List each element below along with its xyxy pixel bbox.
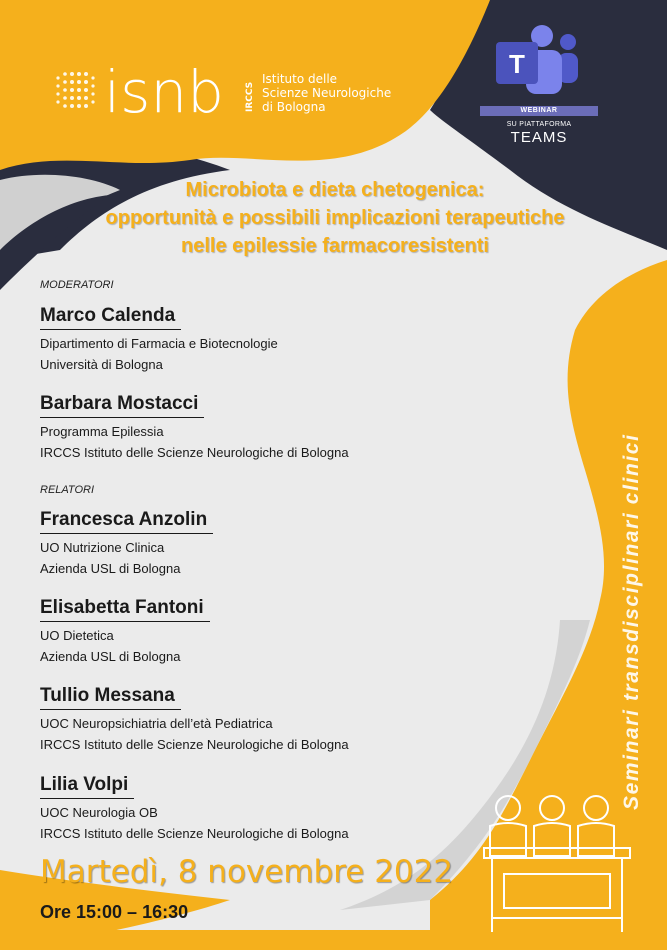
affiliation-line: Dipartimento di Farmacia e Biotecnologie (40, 336, 278, 351)
affiliation-line: UOC Neuropsichiatria dell’età Pediatrica (40, 716, 273, 731)
affiliation-line: IRCCS Istituto delle Scienze Neurologiche di Bologna (40, 445, 349, 460)
webinar-label: WEBINAR (480, 106, 598, 116)
person-name: Tullio Messana (40, 685, 181, 710)
isnb-logo (56, 32, 256, 122)
moderators-heading: MODERATORI (40, 279, 114, 291)
speakers-heading: RELATORI (40, 484, 94, 496)
affiliation-line: UO Nutrizione Clinica (40, 540, 165, 555)
series-title: Seminari transdisciplinari clinici (620, 433, 643, 810)
teams-webinar-badge (480, 22, 600, 152)
person-affiliation (40, 421, 349, 463)
affiliation-line: Programma Epilessia (40, 424, 164, 439)
person-name: Francesca Anzolin (40, 509, 213, 534)
event-time: Ore 15:00 – 16:30 (40, 902, 189, 922)
institute-name: Istituto delle Scienze Neurologiche di Bologna (262, 72, 392, 114)
person-name: Elisabetta Fantoni (40, 597, 210, 622)
person-affiliation (40, 537, 180, 579)
platform-name: TEAMS (510, 129, 568, 146)
affiliation-line: UOC Neurologia OB (40, 805, 158, 820)
event-title (40, 176, 630, 260)
affiliation-line: Università di Bologna (40, 357, 163, 372)
event-date: Martedì, 8 novembre 2022 (40, 854, 454, 890)
affiliation-line: UO Dietetica (40, 628, 114, 643)
person-name: Barbara Mostacci (40, 393, 204, 418)
person-name: Marco Calenda (40, 305, 181, 330)
title-line-3: nelle epilessie farmacoresistenti (181, 235, 489, 257)
affiliation-line: IRCCS Istituto delle Scienze Neurologiche di Bologna (40, 737, 349, 752)
teams-icon (480, 22, 600, 106)
svg-text:isnb: isnb (104, 58, 224, 122)
platform-prefix: SU PIATTAFORMA (506, 121, 572, 128)
title-line-2: opportunità e possibili implicazioni terapeutiche (105, 207, 565, 229)
svg-text:T: T (509, 49, 525, 79)
person-affiliation (40, 713, 349, 755)
affiliation-line: IRCCS Istituto delle Scienze Neurologiche di Bologna (40, 826, 349, 841)
svg-text:IRCCS: IRCCS (245, 81, 255, 112)
person-affiliation (40, 333, 278, 375)
panel-people-icon (482, 786, 642, 936)
person-name: Lilia Volpi (40, 774, 134, 799)
title-line-1: Microbiota e dieta chetogenica: (185, 179, 485, 201)
person-affiliation (40, 625, 180, 667)
person-affiliation (40, 802, 349, 844)
affiliation-line: Azienda USL di Bologna (40, 561, 181, 576)
affiliation-line: Azienda USL di Bologna (40, 649, 181, 664)
